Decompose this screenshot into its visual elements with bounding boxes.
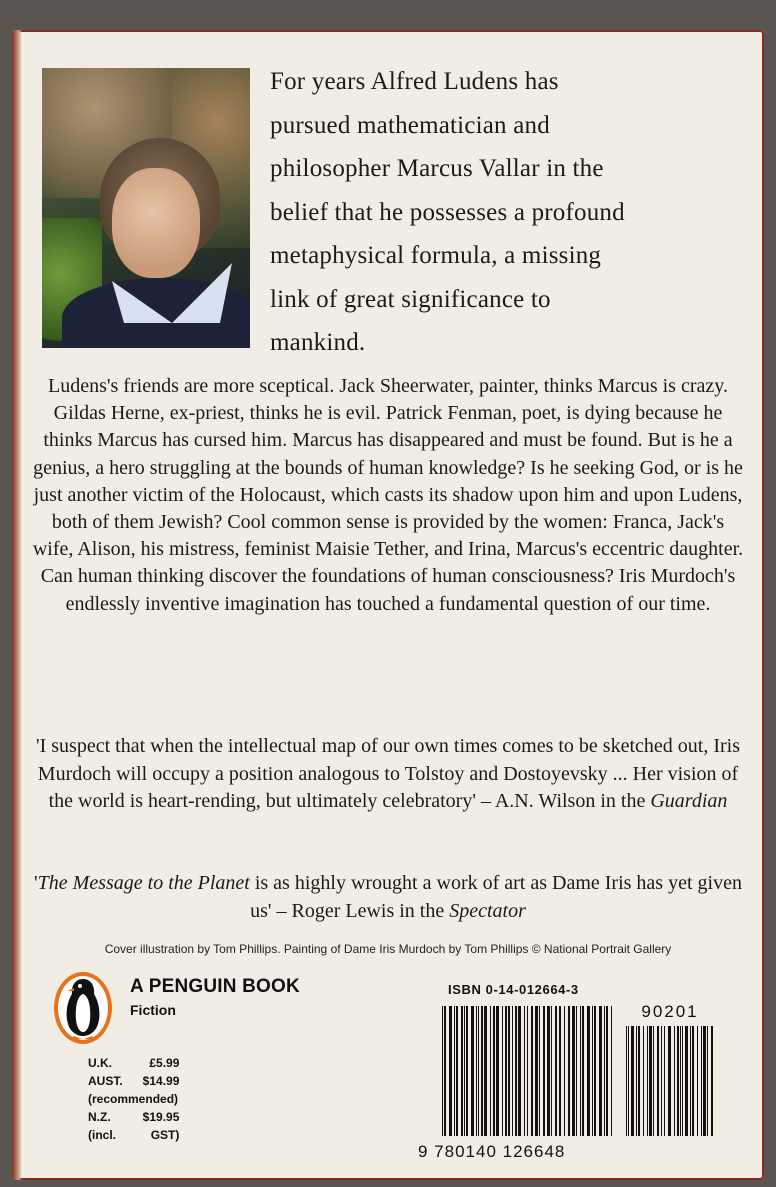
price-row [88, 1072, 185, 1090]
price-row [88, 1090, 185, 1108]
quote-source: Spectator [449, 899, 526, 922]
price-note: (recommended) [88, 1092, 179, 1106]
publisher-name: A PENGUIN BOOK [130, 976, 300, 997]
quote-text: is as highly wrought a work of art as Dame Iris has yet given us' – Roger Lewis in the [249, 872, 742, 922]
barcode-bar [697, 1026, 698, 1136]
barcode-bar [682, 1026, 683, 1136]
barcode-bar [476, 1006, 477, 1136]
barcode-bar [490, 1006, 491, 1136]
review-quote-lewis [32, 870, 744, 925]
barcode-bar [647, 1026, 648, 1136]
price-region: N.Z. [88, 1110, 111, 1124]
barcode-bar [502, 1006, 503, 1136]
book-category: Fiction [130, 1002, 176, 1018]
barcode-bar [664, 1026, 665, 1136]
barcode-bar [657, 1026, 659, 1136]
publisher-block [130, 976, 300, 1018]
barcode-bar [707, 1026, 708, 1136]
review-quote-wilson [32, 733, 744, 816]
barcode-bar [668, 1026, 671, 1136]
barcode-bar [649, 1026, 652, 1136]
barcode-bar [551, 1006, 552, 1136]
barcode-bar [661, 1026, 662, 1136]
ean-digits: 9 780140 126648 [418, 1142, 566, 1161]
barcode-bar [484, 1006, 487, 1136]
barcode-bar [564, 1006, 565, 1136]
barcode-bar [496, 1006, 499, 1136]
addon-digits: 90201 [641, 1002, 699, 1021]
quote-source: Guardian [650, 790, 728, 812]
barcode-bar [454, 1006, 455, 1136]
price-value: $14.99 [142, 1074, 180, 1088]
barcode-bar [442, 1006, 443, 1136]
barcode-bar [685, 1026, 688, 1136]
barcode-bar [711, 1026, 713, 1136]
barcode-bar [547, 1006, 550, 1136]
barcode-bar [582, 1006, 584, 1136]
barcode-bar [508, 1006, 510, 1136]
barcode-bar [555, 1006, 557, 1136]
barcode-bar [505, 1006, 507, 1136]
barcode-bar [456, 1006, 458, 1136]
cover-credit: Cover illustration by Tom Phillips. Painting of Dame Iris Murdoch by Tom Phillips © National Portrait Gallery [104, 942, 672, 956]
barcode-bar [580, 1006, 581, 1136]
barcode-bar [524, 1006, 525, 1136]
book-title-italic: The Message to the Planet [37, 872, 250, 894]
author-portrait [42, 68, 250, 348]
barcode-bar [466, 1006, 468, 1136]
price-value: $19.95 [142, 1110, 180, 1124]
barcode-bar [690, 1026, 691, 1136]
barcode-bar [636, 1026, 637, 1136]
price-region: (incl. [88, 1128, 117, 1142]
blurb-text: Ludens's friends are more sceptical. Jack Sheerwater, painter, thinks Marcus is crazy. Gildas Herne, ex-priest, thinks he is evil. Patrick Fenman, poet, is dying because he thinks Marcus has cursed him. Marcus has disappeared and must be found. But is he a genius, a hero struggling at the bounds of human knowledge? Is he seeking God, or is he just another victim of the Holocaust, which casts its shadow upon him and upon Ludens, both of them Jewish? Cool common sense is provided by the women: Franca, Jack's wife, Alison, his mistress, feminist Maisie Tether, and Irina, Marcus's eccentric daughter. Can human thinking discover the foundations of human consciousness? Iris Murdoch's endlessly inventive imagination has touched a fundamental question of our time. [32, 375, 744, 615]
price-value: £5.99 [149, 1056, 180, 1070]
penguin-logo-icon [52, 970, 114, 1046]
barcode-bar [638, 1026, 640, 1136]
price-region: AUST. [88, 1074, 123, 1088]
barcode-bar [493, 1006, 495, 1136]
barcode-bar [606, 1006, 608, 1136]
barcode-bar [572, 1006, 575, 1136]
barcode-bar [539, 1006, 540, 1136]
barcode-bar [531, 1006, 533, 1136]
barcode-bar [512, 1006, 513, 1136]
barcode-bar [653, 1026, 654, 1136]
barcode-bar [527, 1006, 528, 1136]
barcode-bar [643, 1026, 644, 1136]
barcode-bar [677, 1026, 679, 1136]
price-list [88, 1054, 185, 1144]
barcode-bar [592, 1006, 593, 1136]
barcode-bar [587, 1006, 590, 1136]
barcode-bar [464, 1006, 465, 1136]
price-value: GST) [150, 1128, 180, 1142]
quote-open-mark: ' [34, 872, 38, 894]
barcode-bar [576, 1006, 577, 1136]
barcode-bar [626, 1026, 627, 1136]
barcode-bar [481, 1006, 483, 1136]
barcode-bar [559, 1006, 561, 1136]
price-row [88, 1126, 185, 1144]
intro-text: For years Alfred Ludens has pursued mathematician and philosopher Marcus Vallar in the belief that he possesses a profound metaphysical formula, a missing link of great significance to mankind. [270, 68, 625, 356]
barcode-bar [599, 1006, 602, 1136]
barcode-bar [611, 1006, 612, 1136]
barcode-bar [680, 1026, 681, 1136]
book-back-cover [12, 30, 764, 1180]
barcode-bar [478, 1006, 479, 1136]
barcode-bar [444, 1006, 446, 1136]
price-row [88, 1108, 185, 1126]
barcode-bar [449, 1006, 452, 1136]
barcode-bar [543, 1006, 545, 1136]
barcode-bar [674, 1026, 675, 1136]
barcode-bar [535, 1006, 538, 1136]
barcode-bar [518, 1006, 521, 1136]
price-row [88, 1054, 185, 1072]
isbn-number: ISBN 0-14-012664-3 [448, 982, 579, 997]
barcode-bar [692, 1026, 694, 1136]
barcode-bar [471, 1006, 474, 1136]
price-region: U.K. [88, 1056, 112, 1070]
addon-barcode [626, 1026, 714, 1136]
ean-barcode [442, 1006, 612, 1136]
barcode-bar [703, 1026, 706, 1136]
barcode-bar [515, 1006, 517, 1136]
quote-text: 'I suspect that when the intellectual map of our own times comes to be sketched out, Iris Murdoch will occupy a position analogous to Tolstoy and Dostoyevsky ... Her vision of the world is heart-rending, but ultimately celebratory' – A.N. Wilson in the [36, 735, 740, 812]
barcode-bar [604, 1006, 605, 1136]
barcode-bar [461, 1006, 463, 1136]
barcode-bar [594, 1006, 596, 1136]
barcode-bar [568, 1006, 570, 1136]
barcode-bar [628, 1026, 629, 1136]
barcode-bar [701, 1026, 702, 1136]
barcode-bar [631, 1026, 634, 1136]
